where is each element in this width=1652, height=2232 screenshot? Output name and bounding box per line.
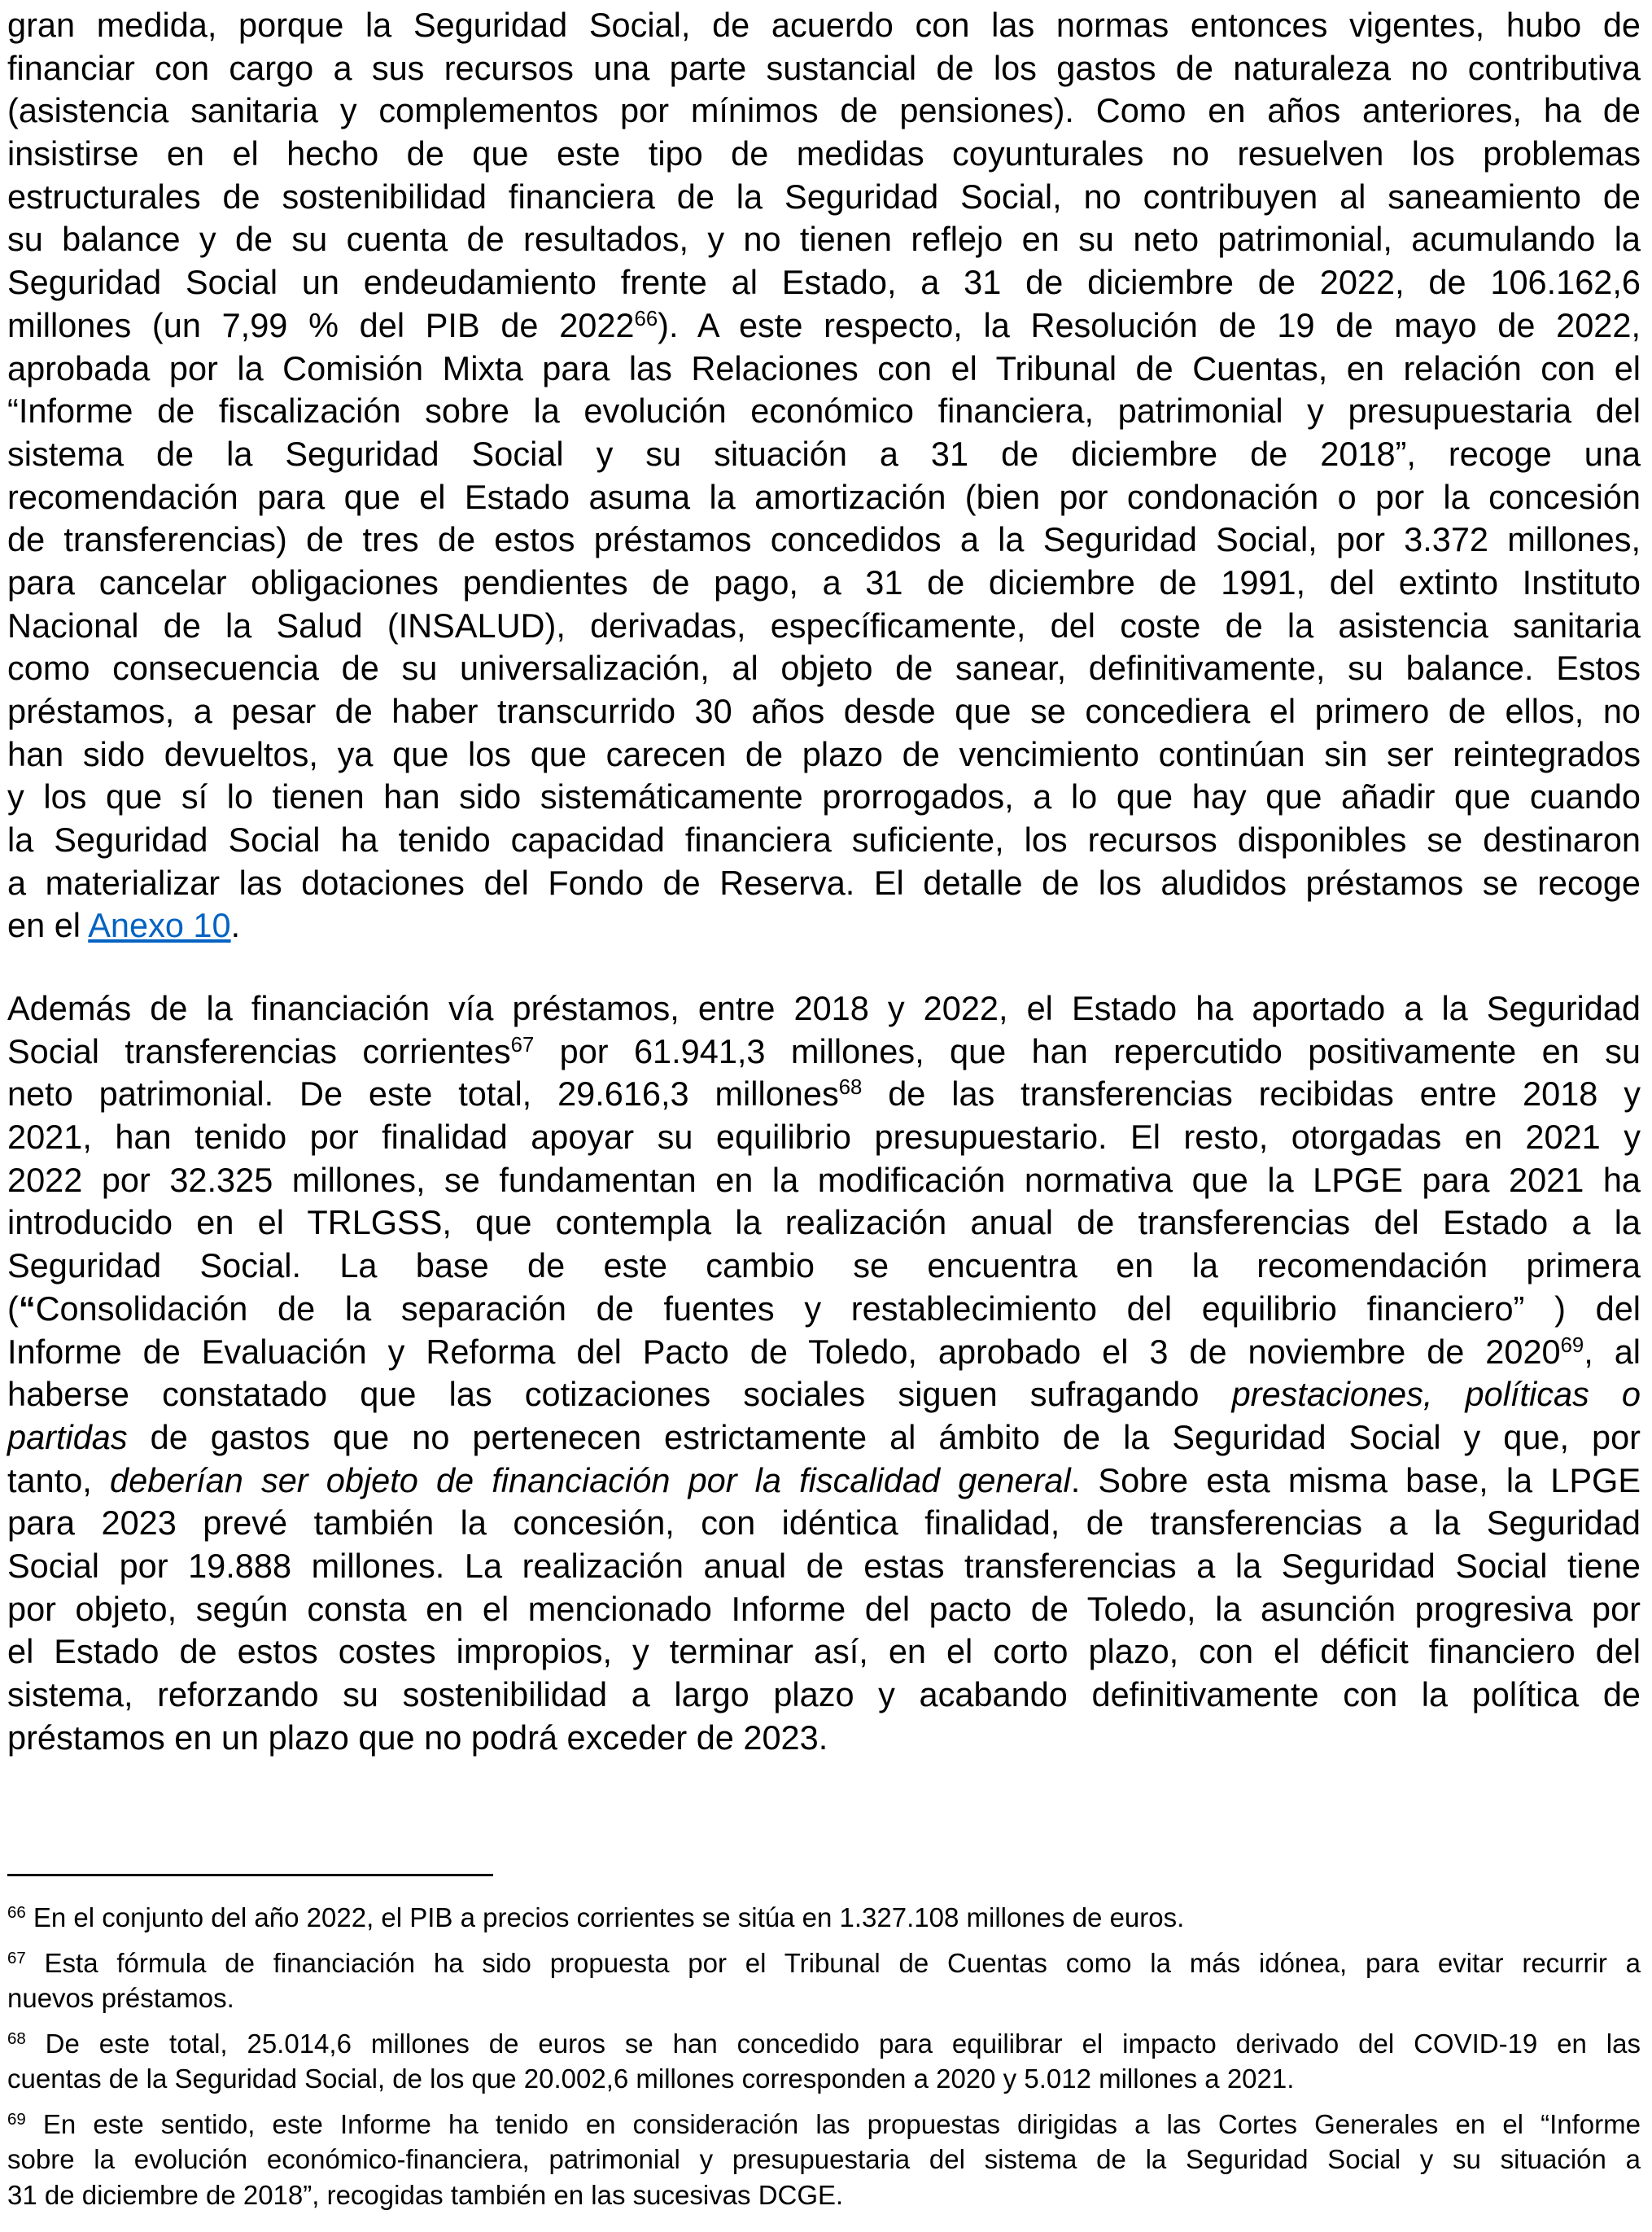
- text-segment: introducido en el TRLGSS, que contempla la realización anual de transferencias del Estado a la: [7, 1203, 1641, 1242]
- anexo-link[interactable]: Anexo 10: [88, 906, 231, 945]
- text-segment: tanto,: [7, 1460, 110, 1499]
- text-segment: por 61.941,3 millones, que han repercutido positivamente en su: [534, 1031, 1641, 1070]
- footnote-line: [7, 2061, 1641, 2097]
- footnote-reference: 68: [7, 2028, 26, 2048]
- text-segment: En este sentido, este Informe ha tenido en consideración las propuestas dirigidas a las Cortes Generales en el “Informe: [25, 2108, 1641, 2139]
- text-segment: .: [230, 906, 241, 945]
- text-segment: (: [7, 1289, 19, 1328]
- footnote: [7, 1945, 1641, 2016]
- text-segment: gran medida, porque la Seguridad Social, de acuerdo con las normas entonces vigentes, hubo de: [7, 6, 1641, 44]
- body-line: [7, 904, 1641, 948]
- text-segment: de las transferencias recibidas entre 2018 y: [862, 1074, 1641, 1114]
- text-segment: de gastos que no pertenecen estrictamente al ámbito de la Seguridad Social y que, por: [127, 1417, 1641, 1456]
- text-segment: préstamos en un plazo que no podrá exceder de 2023.: [7, 1718, 828, 1757]
- body-line: [7, 647, 1641, 690]
- body-line: [7, 1588, 1641, 1631]
- footnote-separator: [7, 1874, 493, 1876]
- text-segment: su balance y de su cuenta de resultados, y no tienen reflejo en su neto patrimonial, acumulando la: [7, 220, 1641, 259]
- footnote-reference[interactable]: 67: [510, 1033, 535, 1057]
- footnote-reference[interactable]: 68: [838, 1076, 863, 1100]
- body-line: [7, 390, 1641, 433]
- text-segment: para cancelar obligaciones pendientes de pago, a 31 de diciembre de 1991, del extinto Instituto: [7, 562, 1641, 602]
- text-segment: Además de la financiación vía préstamos, entre 2018 y 2022, el Estado ha aportado a la Seguridad: [7, 989, 1641, 1027]
- text-segment: Social transferencias corrientes: [7, 1031, 511, 1070]
- text-segment: cuentas de la Seguridad Social, de los que 20.002,6 millones corresponden a 2020 y 5.012 millones a 2021.: [7, 2064, 1295, 2094]
- text-segment: sobre la evolución económico-financiera, patrimonial y presupuestaria del sistema de la Seguridad Social y su situación a: [7, 2144, 1641, 2174]
- text-segment: nuevos préstamos.: [7, 1983, 234, 2013]
- body-line: [7, 605, 1641, 648]
- body-line: [7, 1331, 1641, 1374]
- body-line: [7, 1630, 1641, 1674]
- footnote-line: [7, 1900, 1641, 1936]
- text-segment: Esta fórmula de financiación ha sido propuesta por el Tribunal de Cuentas como la más idónea, para evitar recurrir a: [25, 1947, 1641, 1978]
- text-segment: de transferencias) de tres de estos préstamos concedidos a la Seguridad Social, por 3.372 millones,: [7, 520, 1641, 559]
- body-line: [7, 218, 1641, 261]
- body-line: [7, 1717, 1641, 1760]
- body-line: [7, 1288, 1641, 1331]
- footnotes: [7, 1900, 1641, 2222]
- body-line: [7, 1245, 1641, 1288]
- text-segment: “Informe de fiscalización sobre la evolución económico financiera, patrimonial y presupuestaria del: [7, 392, 1641, 431]
- text-segment: prestaciones, políticas o: [1231, 1375, 1641, 1414]
- footnote-reference: 66: [7, 1902, 26, 1922]
- text-segment: a materializar las dotaciones del Fondo de Reserva. El detalle de los aludidos préstamos se recoge: [7, 863, 1641, 902]
- body-line: [7, 261, 1641, 304]
- footnote-reference: 69: [7, 2109, 26, 2129]
- body-line: [7, 690, 1641, 733]
- text-segment: ). A este respecto, la Resolución de 19 de mayo de 2022,: [658, 305, 1641, 344]
- body-line: [7, 819, 1641, 862]
- body-line: [7, 90, 1641, 133]
- footnote: [7, 1900, 1641, 1936]
- text-segment: aprobada por la Comisión Mixta para las Relaciones con el Tribunal de Cuentas, en relación con el: [7, 348, 1641, 387]
- text-segment: préstamos, a pesar de haber transcurrido 30 años desde que se concediera el primero de ellos, no: [7, 692, 1641, 730]
- text-segment: . Sobre esta misma base, la LPGE: [1070, 1460, 1641, 1499]
- body-line: [7, 348, 1641, 391]
- body-paragraph-1: [7, 4, 1641, 948]
- text-segment: millones (un 7,99 % del PIB de 2022: [7, 305, 635, 344]
- text-segment: sistema, reforzando su sostenibilidad a largo plazo y acabando definitivamente con la política de: [7, 1675, 1641, 1713]
- footnote-line: [7, 2026, 1641, 2062]
- text-segment: Nacional de la Salud (INSALUD), derivadas, específicamente, del coste de la asistencia sanitaria: [7, 606, 1641, 645]
- body-line: [7, 1201, 1641, 1245]
- body-line: [7, 1159, 1641, 1202]
- text-segment: por objeto, según consta en el mencionado Informe del pacto de Toledo, la asunción progresiva por: [7, 1589, 1641, 1628]
- text-segment: en el: [7, 906, 89, 945]
- text-segment: Consolidación de la separación de fuentes y restablecimiento del equilibrio financiero” ) del: [35, 1289, 1641, 1328]
- text-segment: haberse constatado que las cotizaciones sociales siguen sufragando: [7, 1375, 1232, 1414]
- text-segment: neto patrimonial. De este total, 29.616,3 millones: [7, 1074, 839, 1114]
- text-segment: “: [18, 1289, 36, 1328]
- text-segment: como consecuencia de su universalización, al objeto de sanear, definitivamente, su balance. Estos: [7, 649, 1641, 688]
- text-segment: insistirse en el hecho de que este tipo de medidas coyunturales no resuelven los problemas: [7, 134, 1641, 173]
- text-segment: 31 de diciembre de 2018”, recogidas también en las sucesivas DCGE.: [7, 2179, 844, 2210]
- footnote: [7, 2107, 1641, 2213]
- text-segment: recomendación para que el Estado asuma la amortización (bien por condonación o por la concesión: [7, 477, 1641, 516]
- body-line: [7, 862, 1641, 905]
- body-line: [7, 1460, 1641, 1503]
- text-segment: Social por 19.888 millones. La realización anual de estas transferencias a la Seguridad Social tiene: [7, 1546, 1641, 1585]
- body-line: [7, 733, 1641, 777]
- text-segment: para 2023 prevé también la concesión, con idéntica finalidad, de transferencias a la Seguridad: [7, 1503, 1641, 1543]
- body-line: [7, 176, 1641, 219]
- body-line: [7, 4, 1641, 47]
- body-line: [7, 1031, 1641, 1074]
- body-line: [7, 562, 1641, 605]
- text-segment: sistema de la Seguridad Social y su situación a 31 de diciembre de 2018”, recoge una: [7, 434, 1641, 473]
- body-line: [7, 133, 1641, 176]
- text-segment: Seguridad Social. La base de este cambio se encuentra en la recomendación primera: [7, 1246, 1641, 1285]
- body-line: [7, 1416, 1641, 1460]
- body-line: [7, 47, 1641, 90]
- body-line: [7, 1502, 1641, 1545]
- body-line: [7, 304, 1641, 348]
- footnote-line: [7, 2177, 1641, 2213]
- text-segment: , al: [1584, 1332, 1641, 1371]
- footnote-line: [7, 1945, 1641, 1981]
- text-segment: 2021, han tenido por finalidad apoyar su equilibrio presupuestario. El resto, otorgadas en 2021 y: [7, 1118, 1641, 1157]
- body-paragraph-2: [7, 987, 1641, 1759]
- body-line: [7, 433, 1641, 476]
- text-segment: estructurales de sostenibilidad financiera de la Seguridad Social, no contribuyen al saneamiento de: [7, 177, 1641, 216]
- footnote-reference[interactable]: 69: [1560, 1333, 1584, 1357]
- text-segment: financiar con cargo a sus recursos una parte sustancial de los gastos de naturaleza no contributiva: [7, 48, 1641, 87]
- footnote-reference: 67: [7, 1948, 26, 1967]
- text-segment: En el conjunto del año 2022, el PIB a precios corrientes se sitúa en 1.327.108 millones de euros.: [25, 1902, 1185, 1932]
- text-segment: la Seguridad Social ha tenido capacidad financiera suficiente, los recursos disponibles se destinaron: [7, 821, 1641, 860]
- text-segment: Informe de Evaluación y Reforma del Pacto de Toledo, aprobado el 3 de noviembre de 2020: [7, 1332, 1561, 1371]
- body-line: [7, 1116, 1641, 1159]
- body-line: [7, 476, 1641, 519]
- body-line: [7, 519, 1641, 562]
- text-segment: y los que sí lo tienen han sido sistemáticamente prorrogados, a lo que hay que añadir que cuando: [7, 777, 1641, 816]
- text-segment: (asistencia sanitaria y complementos por mínimos de pensiones). Como en años anteriores, ha de: [7, 91, 1641, 130]
- footnote-line: [7, 2107, 1641, 2142]
- text-segment: han sido devueltos, ya que los que carecen de plazo de vencimiento continúan sin ser reintegrados: [7, 734, 1641, 773]
- body-line: [7, 987, 1641, 1031]
- body-line: [7, 1073, 1641, 1116]
- text-segment: partidas: [7, 1417, 128, 1456]
- text-segment: 2022 por 32.325 millones, se fundamentan en la modificación normativa que la LPGE para 2021 ha: [7, 1160, 1641, 1199]
- footnote-reference[interactable]: 66: [634, 307, 658, 330]
- footnote-line: [7, 2142, 1641, 2177]
- text-segment: Seguridad Social un endeudamiento frente al Estado, a 31 de diciembre de 2022, de 106.162,6: [7, 263, 1641, 302]
- body-line: [7, 1674, 1641, 1717]
- footnote-line: [7, 1980, 1641, 2016]
- footnote: [7, 2026, 1641, 2097]
- text-segment: De este total, 25.014,6 millones de euros se han concedido para equilibrar el impacto derivado del COVID-19 en las: [25, 2028, 1641, 2059]
- body-line: [7, 776, 1641, 819]
- text-segment: el Estado de estos costes impropios, y terminar así, en el corto plazo, con el déficit financiero del: [7, 1632, 1641, 1671]
- body-line: [7, 1545, 1641, 1588]
- body-line: [7, 1373, 1641, 1416]
- text-segment: deberían ser objeto de financiación por la fiscalidad general: [109, 1460, 1071, 1499]
